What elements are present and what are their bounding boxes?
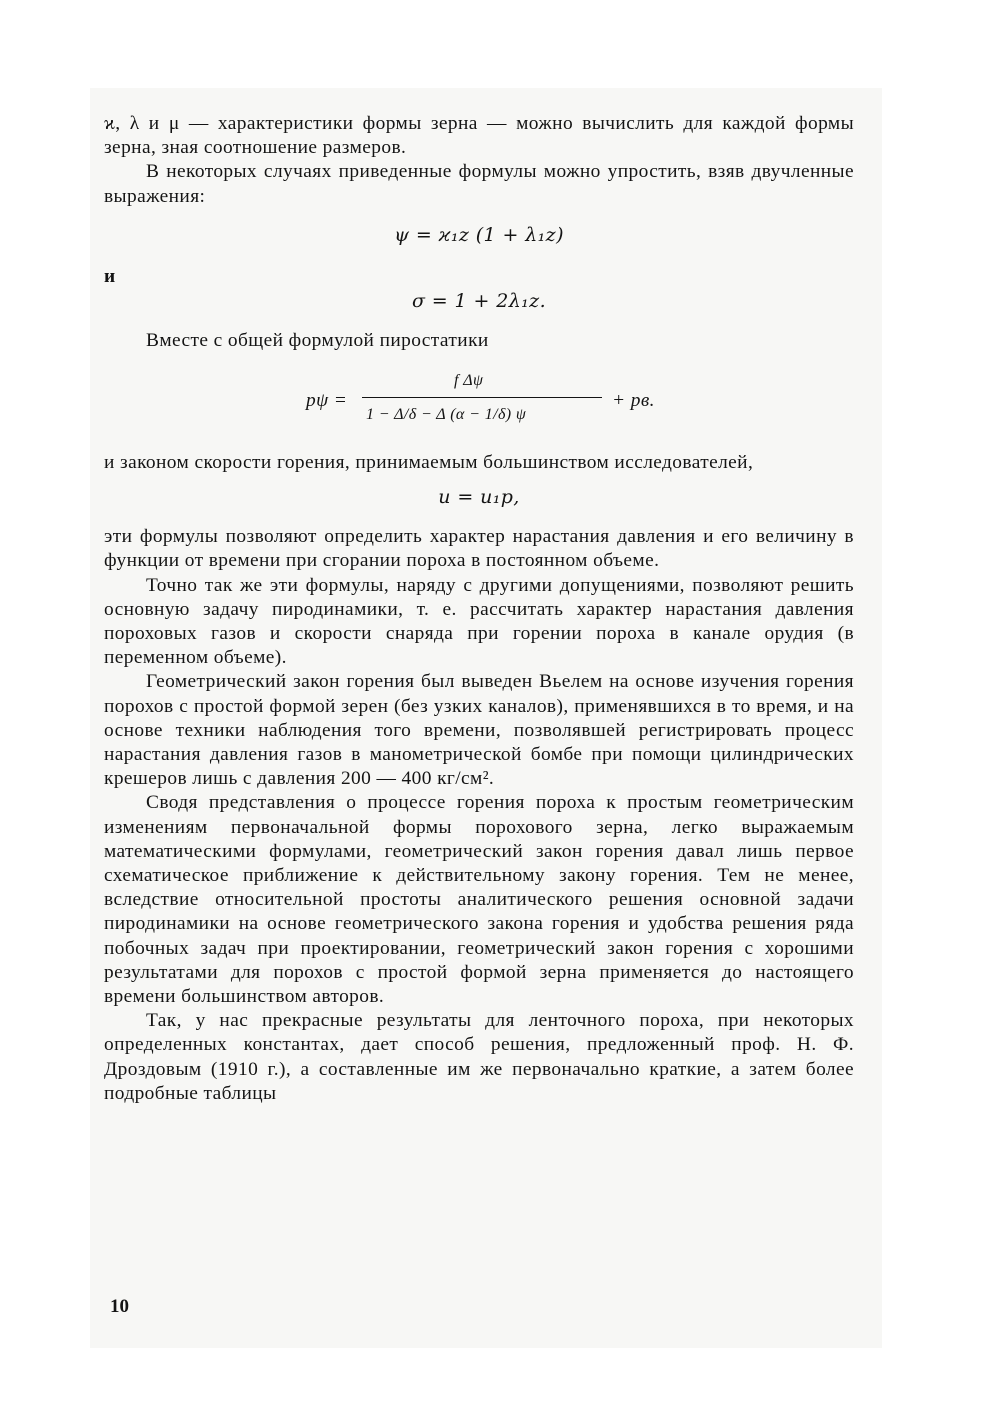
formula-pyrostatics: [104, 367, 854, 451]
paragraph-8: Сводя представления о процессе горения пороха к простым геометрическим изменениям первоначальной формы порохового зерна, легко выражаемым математическими формулами, геометрический закон горения давал лишь первое схематическое приближение к действительному закону горения. Тем не менее, вследствие относительной простоты аналитического решения основной задачи пиродинамики на основе геометрического закона горения и удобства решения ряда побочных задач при проектировании, геометрический закон горения с хорошими результатами для порохов с простой формой зерна применяется до настоящего времени большинством авторов.: [104, 792, 854, 1008]
paragraph-4: и законом скорости горения, принимаемым большинством исследователей,: [104, 452, 754, 474]
paragraph-2: В некоторых случаях приведенные формулы можно упростить, взяв двучленные выражения:: [104, 161, 854, 207]
page-number: 10: [110, 1296, 129, 1317]
fraction-bar: [362, 397, 602, 398]
paragraph-9: Так, у нас прекрасные результаты для ленточного пороха, при некоторых определенных константах, дает способ решения, предложенный проф. Н. Ф. Дроздовым (1910 г.), а составленные им же первоначально краткие, а затем более подробные таблицы: [104, 1010, 854, 1104]
formula-burn-rate: u = u₁p,: [438, 486, 520, 509]
paragraph-5: эти формулы позволяют определить характер нарастания давления и его величину в функции от времени при сгорании пороха в постоянном объеме.: [104, 526, 854, 572]
formula-pyrostatics-numerator: f Δψ: [454, 372, 484, 390]
formula-sigma: σ = 1 + 2λ₁z.: [411, 289, 547, 312]
formula-pyrostatics-rhs: + pв.: [612, 390, 655, 412]
paragraph-7: Геометрический закон горения был выведен Вьелем на основе изучения горения порохов с простой формой зерен (без узких каналов), применявшихся в то время, и на основе техники наблюдения того времени, позволявшей регистрировать процесс нарастания давления газов в манометрической бомбе при помощи цилиндрических крешеров лишь с давления 200 — 400 кг/см².: [104, 671, 854, 790]
formula-pyrostatics-denominator: 1 − Δ/δ − Δ (α − 1/δ) ψ: [366, 406, 527, 424]
paragraph-3: Вместе с общей формулой пиростатики: [146, 329, 489, 351]
paragraph-1: ϰ, λ и μ — характеристики формы зерна — можно вычислить для каждой формы зерна, зная соотношение размеров.: [104, 113, 854, 159]
formula-pyrostatics-lhs: pψ =: [306, 390, 348, 412]
paragraph-6: Точно так же эти формулы, наряду с другими допущениями, позволяют решить основную задачу пиродинамики, т. е. рассчитать характер нарастания давления пороховых газов и скорости снаряда при горении пороха в канале орудия (в переменном объеме).: [104, 574, 854, 669]
formula-psi: ψ = ϰ₁z (1 + λ₁z): [394, 223, 564, 246]
page-body: [104, 112, 854, 1106]
conjunction: и: [104, 265, 116, 287]
